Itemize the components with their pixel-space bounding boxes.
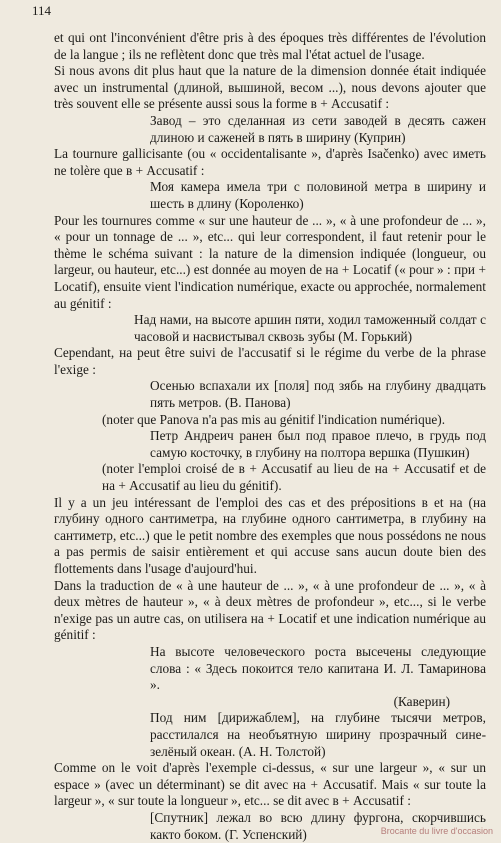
paragraph: La tournure gallicisante (ou « occidentalisante », d'après Isačenko) avec иметь ne tolère que в + Accusatif : bbox=[54, 146, 486, 178]
note: (noter que Panova n'a pas mis au génitif l'indication numérique). bbox=[102, 411, 446, 427]
page-number: 114 bbox=[32, 3, 52, 18]
paragraph: Dans la traduction de « à une hauteur de ... », « à une profondeur de ... », « à deux mètres de hauteur », « à deux mètres de profondeur », etc..., si le verbe n'exige pas un autre cas, on utilisera на + Locatif et une indication numérique au génitif : bbox=[54, 577, 486, 643]
example-quote: На высоте человеческого роста высечены следующие слова : « Здесь покоится тело капитана И. Л. Тамариновa ». bbox=[150, 643, 486, 693]
page-body bbox=[54, 30, 486, 843]
paragraph: Pour les tournures comme « sur une hauteur de ... », « à une profondeur de ... », « pour un tonnage de ... », etc... qui leur correspondent, il faut retenir pour le thème le schéma suivant : la nature de la dimension indiquée (longueur, ou largeur, ou hauteur, etc...) est donnée au moyen de на + Locatif (« pour » : при + Locatif), ensuite vient l'indication numérique, exacte ou approchée, normalement au génitif : bbox=[54, 212, 486, 311]
paragraph: et qui ont l'inconvénient d'être pris à des époques très différentes de l'évolution de la langue ; ils ne reflètent donc que très mal l'état actuel de l'usage. bbox=[54, 30, 486, 62]
example-quote: Завод – это сделанная из сети заводей в десять сажен длиною и саженей в пять в ширину (Куприн) bbox=[150, 112, 486, 145]
paragraph: Si nous avons dit plus haut que la nature de la dimension donnée était indiquée avec un instrumental (длиной, вышиной, весом ...), nous devons ajouter que très souvent elle se présente aussi sous la forme в + Accusatif : bbox=[54, 63, 486, 112]
example-quote: Петр Андреич ранен был под правое плечо, в грудь под самую косточку, в глубину на полтора вершка (Пушкин) bbox=[150, 428, 486, 460]
paragraph: Il y a un jeu intéressant de l'emploi des cas et des prépositions в et на (на глубину одного сантиметра, на глубине одного сантиметра, в глубину на сантиметр, etc...) que le petit nombre des exemples que nous possédons ne nous a pas permis de saisir entièrement et qui accuse sans aucun doute bien des flottements dans l'usage d'aujourd'hui. bbox=[54, 494, 486, 576]
paragraph: Comme on le voit d'après l'exemple ci-dessus, « sur une largeur », « sur un espace » (avec un déterminant) se dit avec на + Accusatif. Mais « sur toute la largeur », « sur toute la longueur », etc... se dit avec в + Accusatif : bbox=[54, 760, 486, 809]
note: (noter l'emploi croisé de в + Accusatif au lieu de на + Accusatif et de на + Accusatif au lieu du génitif). bbox=[102, 461, 486, 494]
example-quote: Осенью вспахали их [поля] под зябь на глубину двадцать пять метров. (В. Панова) bbox=[150, 378, 486, 411]
example-quote: Моя камера имела три с половиной метра в ширину и шесть в длину (Короленко) bbox=[150, 179, 486, 211]
paragraph: Cependant, на peut être suivi de l'accusatif si le régime du verbe de la phrase l'exige : bbox=[54, 345, 486, 377]
quote-source: (Каверин) bbox=[393, 693, 450, 709]
example-quote: Под ним [дирижаблем], на глубине тысячи метров, расстилался на необъятную ширину прозрачный сине-зелёный океан. (А. Н. Толстой) bbox=[150, 710, 486, 759]
watermark: Brocante du livre d'occasion bbox=[380, 826, 493, 836]
example-quote: Над нами, на высоте аршин пяти, ходил таможенный солдат с часовой и насвистывал сквозь зубы (М. Горький) bbox=[134, 312, 486, 344]
example-quote: [Спутник] лежал во всю длину фургона, скорчившись както боком. (Г. Успенский) bbox=[150, 809, 486, 842]
